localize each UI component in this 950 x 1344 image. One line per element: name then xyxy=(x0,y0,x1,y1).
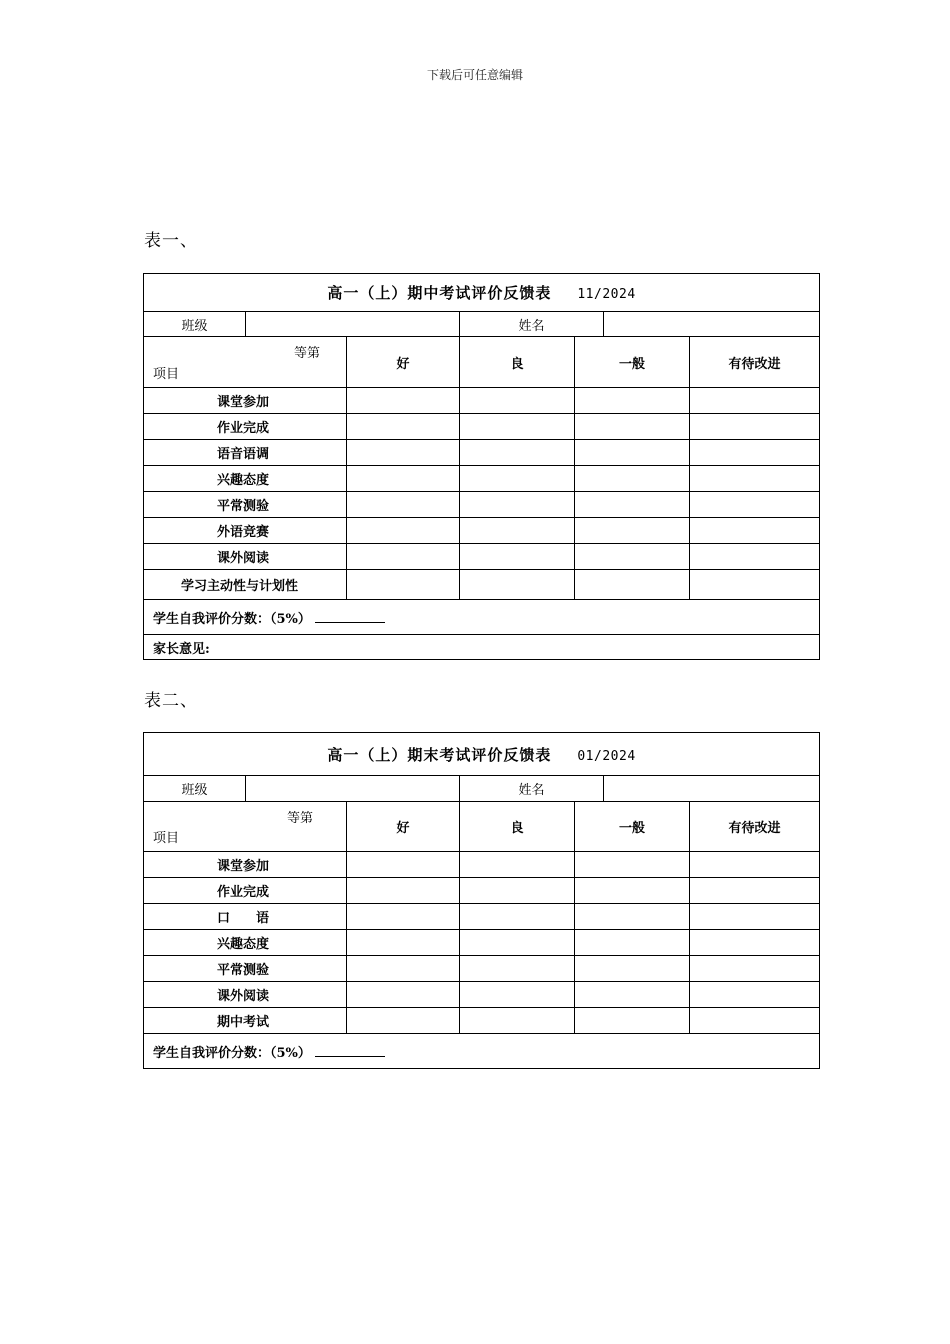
table1-cell[interactable] xyxy=(460,518,575,544)
table1-row-item: 兴趣态度 xyxy=(144,466,347,492)
table2-date: 01/2024 xyxy=(577,748,636,764)
table2-cell[interactable] xyxy=(575,852,690,878)
table2-cell[interactable] xyxy=(460,982,575,1008)
table1-cell[interactable] xyxy=(347,544,460,570)
table2-col-improve: 有待改进 xyxy=(690,802,820,852)
table1-cell[interactable] xyxy=(460,414,575,440)
table1-cell[interactable] xyxy=(347,388,460,414)
table2-cell[interactable] xyxy=(347,982,460,1008)
table1-row-item: 课堂参加 xyxy=(144,388,347,414)
table2-cell[interactable] xyxy=(575,904,690,930)
table1-name-label: 姓名 xyxy=(460,312,604,337)
table1-cell[interactable] xyxy=(690,518,820,544)
table1-cell[interactable] xyxy=(575,414,690,440)
table1-label: 表一、 xyxy=(144,231,198,251)
table1-cell[interactable] xyxy=(460,544,575,570)
table2-label: 表二、 xyxy=(144,691,198,711)
table2-row-item: 期中考试 xyxy=(144,1008,347,1034)
table2-col-average: 一般 xyxy=(575,802,690,852)
table1-cell[interactable] xyxy=(347,518,460,544)
table2-final-feedback xyxy=(143,732,820,1069)
table2-cell[interactable] xyxy=(460,1008,575,1034)
table1-header-corner xyxy=(144,337,347,388)
table2-cell[interactable] xyxy=(690,1008,820,1034)
table1-self-eval[interactable]: 学生自我评价分数：（5%） xyxy=(144,600,820,635)
table2-cell[interactable] xyxy=(690,904,820,930)
table2-cell[interactable] xyxy=(575,930,690,956)
table2-cell[interactable] xyxy=(347,878,460,904)
table2-row-item: 兴趣态度 xyxy=(144,930,347,956)
table2-self-eval-blank[interactable] xyxy=(315,1046,385,1057)
table1-cell[interactable] xyxy=(575,570,690,600)
table1-parent-opinion[interactable]: 家长意见: xyxy=(144,635,820,660)
table2-row-item: 作业完成 xyxy=(144,878,347,904)
table1-row-item: 平常测验 xyxy=(144,492,347,518)
table1-row-item: 外语竞赛 xyxy=(144,518,347,544)
table2-cell[interactable] xyxy=(347,904,460,930)
table1-col-fine: 良 xyxy=(460,337,575,388)
table1-cell[interactable] xyxy=(690,388,820,414)
table1-title: 高一（上）期中考试评价反馈表 11/2024 xyxy=(144,274,820,312)
table2-cell[interactable] xyxy=(690,956,820,982)
table2-cell[interactable] xyxy=(575,878,690,904)
table1-cell[interactable] xyxy=(460,466,575,492)
table2-cell[interactable] xyxy=(690,878,820,904)
table1-row-item: 学习主动性与计划性 xyxy=(144,570,347,600)
table2-col-fine: 良 xyxy=(460,802,575,852)
table1-cell[interactable] xyxy=(347,466,460,492)
table1-cell[interactable] xyxy=(690,544,820,570)
table2-cell[interactable] xyxy=(690,982,820,1008)
table2-title: 高一（上）期末考试评价反馈表 01/2024 xyxy=(144,733,820,776)
table1-cell[interactable] xyxy=(460,440,575,466)
table1-row-item: 语音语调 xyxy=(144,440,347,466)
table1-class-label: 班级 xyxy=(144,312,246,337)
table1-cell[interactable] xyxy=(575,518,690,544)
table1-item-label: 项目 xyxy=(153,367,180,382)
table1-cell[interactable] xyxy=(460,388,575,414)
table2-name-label: 姓名 xyxy=(460,776,604,802)
table1-cell[interactable] xyxy=(575,466,690,492)
table1-cell[interactable] xyxy=(690,570,820,600)
table2-grade-label: 等第 xyxy=(286,811,313,826)
table1-cell[interactable] xyxy=(690,466,820,492)
table1-row-item: 课外阅读 xyxy=(144,544,347,570)
header-note: 下载后可任意编辑 xyxy=(426,68,523,82)
table2-cell[interactable] xyxy=(460,956,575,982)
table1-cell[interactable] xyxy=(575,492,690,518)
table2-cell[interactable] xyxy=(575,982,690,1008)
table1-col-good: 好 xyxy=(347,337,460,388)
table2-name-field[interactable] xyxy=(604,776,820,802)
table1-class-field[interactable] xyxy=(246,312,460,337)
table2-cell[interactable] xyxy=(347,1008,460,1034)
table1-name-field[interactable] xyxy=(604,312,820,337)
table1-cell[interactable] xyxy=(347,414,460,440)
table2-cell[interactable] xyxy=(460,878,575,904)
table2-col-good: 好 xyxy=(347,802,460,852)
table2-cell[interactable] xyxy=(460,904,575,930)
table2-self-eval[interactable]: 学生自我评价分数：（5%） xyxy=(144,1034,820,1069)
table2-cell[interactable] xyxy=(347,930,460,956)
table2-row-item: 课堂参加 xyxy=(144,852,347,878)
table2-row-item: 课外阅读 xyxy=(144,982,347,1008)
table1-col-improve: 有待改进 xyxy=(690,337,820,388)
table2-cell[interactable] xyxy=(575,1008,690,1034)
table2-row-item: 平常测验 xyxy=(144,956,347,982)
table2-cell[interactable] xyxy=(347,852,460,878)
table1-cell[interactable] xyxy=(460,570,575,600)
table2-cell[interactable] xyxy=(347,956,460,982)
table2-header-corner xyxy=(144,802,347,852)
table1-self-eval-blank[interactable] xyxy=(315,612,385,623)
table1-cell[interactable] xyxy=(347,440,460,466)
table1-cell[interactable] xyxy=(460,492,575,518)
table2-cell[interactable] xyxy=(575,956,690,982)
table1-date: 11/2024 xyxy=(577,287,636,302)
table1-row-item: 作业完成 xyxy=(144,414,347,440)
table2-class-label: 班级 xyxy=(144,776,246,802)
table1-cell[interactable] xyxy=(575,544,690,570)
table2-cell[interactable] xyxy=(690,930,820,956)
table2-cell[interactable] xyxy=(690,852,820,878)
table1-cell[interactable] xyxy=(575,440,690,466)
table1-grade-label: 等第 xyxy=(293,346,320,361)
table2-item-label: 项目 xyxy=(153,831,180,846)
table1-cell[interactable] xyxy=(575,388,690,414)
table1-cell[interactable] xyxy=(347,570,460,600)
table1-col-average: 一般 xyxy=(575,337,690,388)
table2-class-field[interactable] xyxy=(246,776,460,802)
table1-cell[interactable] xyxy=(347,492,460,518)
table1-cell[interactable] xyxy=(690,414,820,440)
table1-midterm-feedback xyxy=(143,273,820,660)
table1-cell[interactable] xyxy=(690,492,820,518)
table1-cell[interactable] xyxy=(690,440,820,466)
table2-cell[interactable] xyxy=(460,852,575,878)
table2-row-item: 口 语 xyxy=(144,904,347,930)
table2-cell[interactable] xyxy=(460,930,575,956)
